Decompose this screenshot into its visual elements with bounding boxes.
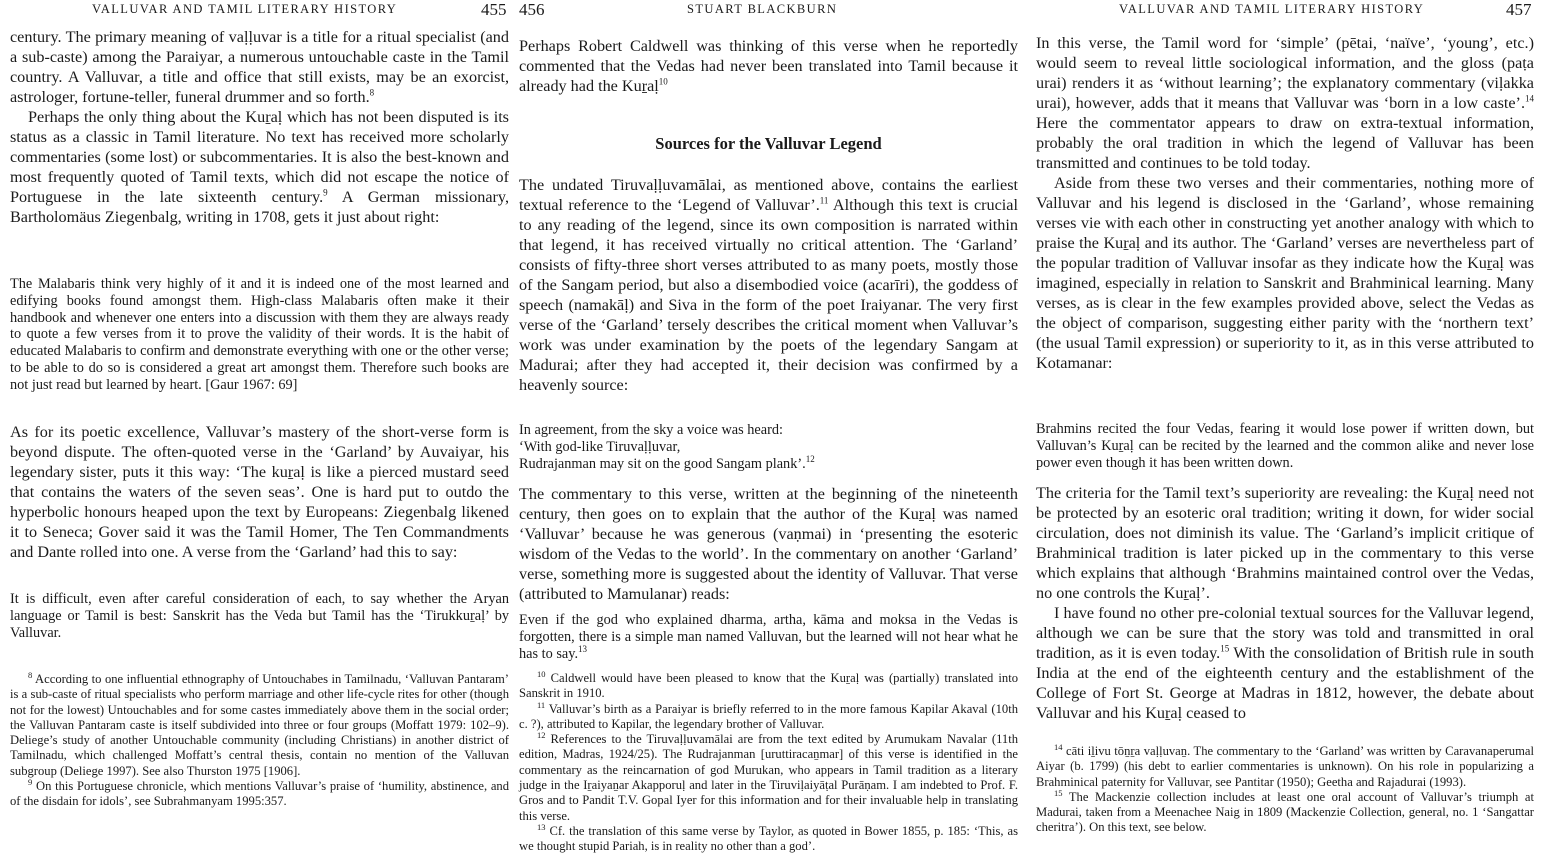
paragraph: I have found no other pre-colonial textual sources for the Valluvar legend, although we can be sure that the story was told and transmitted in oral tradition, as it is even today.$^{15}$ With the consolidation of British rule in south India at the end of the eighteenth century and the establishment of the College of Fort St. George at Madras in 1812, however, the debate about Valluvar and his Kuṟaḷ ceased to xyxy=(1036,604,1534,722)
footnote: $^8$ According to one influential ethnography of Untouchabes in Tamilnadu, ‘Valluvan Pantaram’ is a sub-caste of ritual specialists who perform marriage and other life-cycle rites for other (though not for the lowest) Untouchables and for some castes immediately above them in the social order; the Valluvan Pantaram caste is itself subdivided into three or four groups (Moffatt 1979: 102–9). Deliege’s study of another Untouchable community (including Christians) in another district of Tamilnadu, which challenged Moffatt’s central thesis, contain no mention of the Valluvan subgroup (Deliege 1997). See also Thurston 1975 [1906]. xyxy=(10,669,509,778)
footnote: $^{14}$ cāti iḻivu tōṉṟa vaḷḷuvaṉ. The commentary to the ‘Garland’ was written by Caravanaperumal Aiyar (b. 1799) (his debt to earlier commentaries is unknown). On his role in popularizing a Brahminical paternity for Valluvar, see Pantitar (1950); Geetha and Rajadurai (1993). xyxy=(1036,741,1534,789)
paragraph: In this verse, the Tamil word for ‘simple’ (pētai, ‘naïve’, ‘young’, etc.) would seem to reveal little sociological information, and the gloss (paṭa urai) renders it as ‘without learning’; the explanatory commentary (viḷakka urai), however, adds that it means that Valluvar was ‘born in a low caste’.$^{14}$ Here the commentator appears to draw on extra-textual information, probably the oral tradition in which the legend of Valluvar has been transmitted and continues to be told today. xyxy=(1036,34,1534,172)
footnote: $^{15}$ The Mackenzie collection includes at least one oral account of Valluvar’s triumph at Madurai, taken from a Meenachee Naig in 1809 (Mackenzie Collection, general, no. 1 ‘Sangattar cheritra’). On this text, see below. xyxy=(1036,787,1535,835)
page-number: 455 xyxy=(481,0,507,19)
paragraph: As for its poetic excellence, Valluvar’s mastery of the short-verse form is beyond dispute. The often-quoted verse in the ‘Garland’ by Auvaiyar, his legendary sister, puts it this way: ‘The kuṟaḷ is like a pierced mustard seed that contains the waters of the seven seas’. One is hard put to outdo the hyperbolic honours heaped upon the text by Europeans: Ziegenbalg likened it to Seneca; Gover said it was the Tamil Homer, The Ten Commandments and Dante rolled into one. A verse from the ‘Garland’ had this to say: xyxy=(10,423,509,561)
block-quote: Even if the god who explained dharma, artha, kāma and moksa in the Vedas is forgotten, there is a simple man named Valluvan, but the learned will not hear what he has to say.$^{13}$ xyxy=(519,612,1018,662)
running-head: STUART BLACKBURN xyxy=(687,2,838,16)
block-quote: It is difficult, even after careful consideration of each, to say whether the Aryan language or Tamil is best: Sanskrit has the Veda but Tamil has the ‘Tirukkuṟaḷ’ by Valluvar. xyxy=(10,591,509,641)
footnote: $^9$ On this Portuguese chronicle, which mentions Valluvar’s praise of ‘humility, abstinence, and of the disdain for idols’, see Subrahmanyam 1995:357. xyxy=(10,776,510,809)
footnote: $^{12}$ References to the Tiruvaḷḷuvamālai are from the text edited by Arumukam Navalar (11th edition, Madras, 1924/25). The Rudrajanman [uruttiracaṉmar] of this verse is identified in the commentary as the reincarnation of god Murukan, who appears in Tamil tradition as a literary judge in the Iṟaiyaṉar Akapporuḷ and later in the Tiruviḷaiyāṭal Purāṇam. I am indebted to Prof. F. Gros and to Pandit T.V. Gopal Iyer for this information and for their invaluable help in translating this verse. xyxy=(519,730,1018,823)
body-text xyxy=(10,27,509,227)
paragraph: Aside from these two verses and their commentaries, nothing more of Valluvar and his legend is disclosed in the ‘Garland’, whose remaining verses vie with each other in constructing yet another analogy with which to praise the Kuṟaḷ and its author. The ‘Garland’ verses are nevertheless part of the popular tradition of Valluvar insofar as they indicate how the Kuṟaḷ was imagined, especially in relation to Sanskrit and Brahminical learning. Many verses, as is clear in the few examples provided above, select the Vedas as the object of comparison, suggesting either parity with the ‘northern text’ (the usual Tamil expression) or superiority to it, as in this verse attributed to Kotamanar: xyxy=(1036,174,1534,372)
body-text xyxy=(519,484,1018,604)
block-quote: Brahmins recited the four Vedas, fearing it would lose power if written down, but Valluvan’s Kuṟaḷ can be recited by the learned and the common alike and never lose power even though it has been written down. xyxy=(1036,421,1534,471)
footnotes xyxy=(10,669,510,810)
verse: In agreement, from the sky a voice was heard: ‘With god-like Tiruvaḷḷuvar, Rudrajanman may sit on the good Sangam plank’.$^{12}$ xyxy=(519,422,815,472)
paragraph: century. The primary meaning of vaḷḷuvar is a title for a ritual specialist (and a sub-caste) among the Paraiyar, a numerous untouchable caste in the Tamil country. A Valluvar, a title and office that still exists, may be an exorcist, astrologer, fortune-teller, funeral drummer and so forth.$^8$ xyxy=(10,28,509,106)
footnote: $^{11}$ Valluvar’s birth as a Paraiyar is briefly referred to in the more famous Kapilar Akaval (10th c. ?), attributed to Kapilar, the legendary brother of Valluvar. xyxy=(519,699,1019,731)
page-number: 457 xyxy=(1506,0,1532,19)
body-text xyxy=(10,422,509,562)
body-text xyxy=(1036,33,1534,373)
paragraph: The commentary to this verse, written at the beginning of the nineteenth century, then goes on to explain that the author of the Kuṟaḷ was named ‘Valluvar’ because he was generous (vaṇmai) in ‘presenting the esoteric wisdom of the Vedas to the world’. In the commentary on another ‘Garland’ verse, something more is suggested about the identity of Valluvar. That verse (attributed to Mamulanar) reads: xyxy=(519,485,1018,603)
paragraph: Perhaps the only thing about the Kuṟaḷ which has not been disputed is its status as a classic in Tamil literature. No text has received more scholarly commentaries (some lost) or subcommentaries. It is also the best-known and most frequently quoted of Tamil texts, which did not escape the notice of Portuguese in the late sixteenth century.$^9$ A German missionary, Bartholomäus Ziegenbalg, writing in 1708, gets it just about right: xyxy=(10,108,509,226)
paragraph: The undated Tiruvaḷḷuvamālai, as mentioned above, contains the earliest textual reference to the ‘Legend of Valluvar’.$^{11}$ Although this text is crucial to any reading of the legend, since its own composition is narrated within that legend, it has received virtually no critical attention. The ‘Garland’ consists of fifty-three short verses attributed to as many poets, mostly those of the Sangam period, but also a disembodied voice (acarīri), the goddess of speech (namakāḷ) and Siva in the form of the poet Iraiyanar. The very first verse of the ‘Garland’ tersely describes the critical moment when Valluvar’s work was under examination by the poets of the legendary Sangam at Madurai; after they had accepted it, their decision was confirmed by a heavenly source: xyxy=(519,176,1018,394)
body-text xyxy=(519,36,1018,96)
footnote: $^{13}$ Cf. the translation of this same verse by Taylor, as quoted in Bower 1855, p. 185: ‘This, as we thought stupid Pariah, is in reality no other than a god’. xyxy=(519,821,1018,854)
footnotes xyxy=(1036,741,1535,836)
footnote: $^{10}$ Caldwell would have been pleased to know that the Kuṟaḷ was (partially) translated into Sanskrit in 1910. xyxy=(519,668,1018,701)
running-head: VALLUVAR AND TAMIL LITERARY HISTORY xyxy=(92,2,398,16)
block-quote: The Malabaris think very highly of it and it is indeed one of the most learned and edifying books found amongst them. High-class Malabaris often make it their handbook and whenever one enters into a discussion with them they are always ready to quote a few verses from it to prove the validity of their words. It is the habit of educated Malabaris to confirm and demonstrate everything with one or the other verse; to be able to do so is considered a great art amongst them. Therefore such books are not just read but learned by heart. [Gaur 1967: 69] xyxy=(10,276,509,393)
body-text xyxy=(519,175,1018,395)
section-heading: Sources for the Valluvar Legend xyxy=(655,134,882,153)
paragraph: Perhaps Robert Caldwell was thinking of this verse when he reportedly commented that the Vedas had never been translated into Tamil because it already had the Kuṟaḷ$^{10}$ xyxy=(519,37,1018,95)
paragraph: The criteria for the Tamil text’s superiority are revealing: the Kuṟaḷ need not be protected by an esoteric oral tradition; writing it down, for wider social circulation, does not diminish its value. The ‘Garland’s implicit critique of Brahminical tradition is later picked up in the commentary to this verse which explains that although ‘Brahmins maintained control over the Vedas, no one controls the Kuṟaḷ’. xyxy=(1036,484,1534,602)
footnotes xyxy=(519,668,1019,855)
running-head: VALLUVAR AND TAMIL LITERARY HISTORY xyxy=(1119,2,1425,16)
page-number: 456 xyxy=(519,0,545,19)
body-text xyxy=(1036,483,1534,723)
